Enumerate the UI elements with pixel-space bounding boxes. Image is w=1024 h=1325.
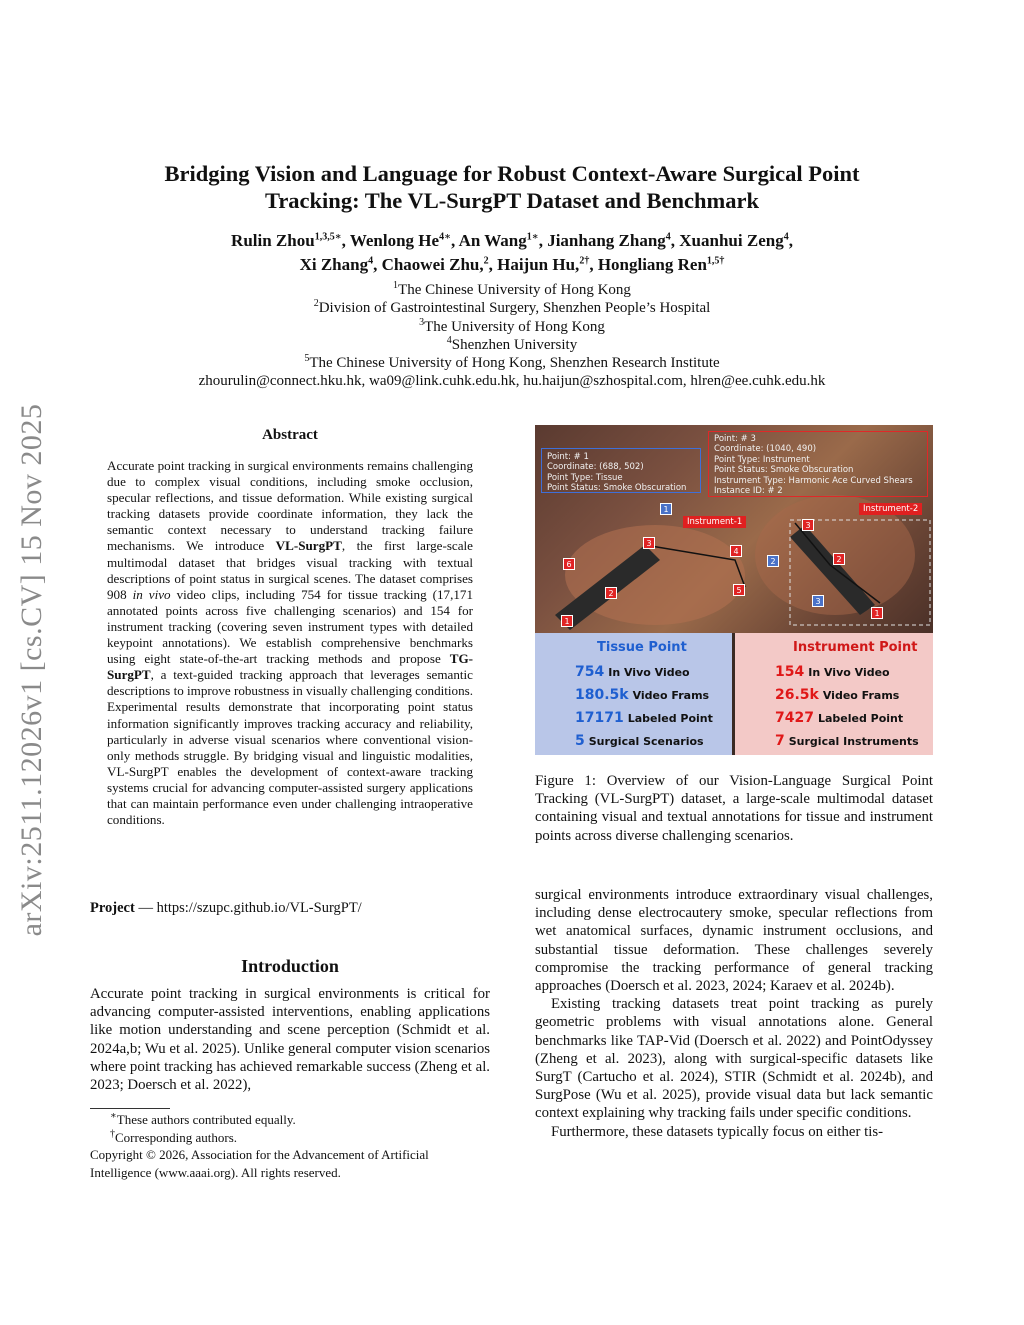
author-sep: , bbox=[341, 231, 350, 250]
abstract-text: , a text-guided tracking approach that leverages semantic descriptions to improve robustness in visually challenging conditions. Experimental results demonstrate that incorporating point status information significantly improves tracking accuracy and reliability, particularly in adverse visual scenarios where conventional vision-only methods struggle. By bridging visual and linguistic modalities, VL-SurgPT enables the development of context-aware tracking systems crucial for advancing computer-assisted surgery applications that can maintain performance even under challenging intraoperative conditions. bbox=[107, 667, 473, 828]
affiliation bbox=[80, 336, 944, 354]
tissue-point-panel bbox=[535, 633, 732, 755]
stat-number: 7 bbox=[775, 733, 785, 749]
stat-row bbox=[575, 707, 732, 730]
info-line: Point Type: Instrument bbox=[714, 454, 810, 465]
info-line: Point: # 3 bbox=[714, 434, 756, 444]
project-dash: — bbox=[134, 900, 157, 916]
stat-label: Labeled Point bbox=[817, 712, 904, 725]
stat-label: Surgical Instruments bbox=[788, 735, 919, 748]
stat-label: Surgical Scenarios bbox=[588, 735, 704, 748]
author-sup: 1,5† bbox=[706, 255, 725, 267]
author-name: Haijun Hu, bbox=[497, 255, 580, 274]
author-sep: , bbox=[670, 231, 680, 250]
stat-number: 26.5k bbox=[775, 687, 819, 703]
introduction-heading: Introduction bbox=[241, 956, 339, 976]
footnote-rule bbox=[90, 1108, 170, 1109]
abstract-italic: in vivo bbox=[132, 586, 171, 602]
project-line bbox=[90, 900, 490, 917]
instrument-2-tag: Instrument-2 bbox=[859, 503, 922, 515]
figure-caption: Figure 1: Overview of our Vision-Language Surgical Point Tracking (VL-SurgPT) dataset, a large-scale multimodal dataset containing visual and textual annotations for tissue and instrument points across diverse challenging scenarios. bbox=[535, 773, 933, 844]
red-point-marker: 3 bbox=[802, 519, 814, 531]
author-sup: 1∗ bbox=[526, 231, 539, 243]
tissue-point-info bbox=[541, 448, 701, 493]
author-sep: , bbox=[488, 255, 498, 274]
abstract-text: Accurate point tracking in surgical environments remains challenging due to complex visual conditions, including smoke occlusion, specular reflections, and tissue deformation. While existing surgical tracking datasets provide coordinate information, they lack the semantic context necessary to understand tracking failure mechanisms. We introduce bbox=[107, 458, 473, 554]
surgical-scene-image bbox=[535, 425, 933, 633]
instrument-panel-title: Instrument Point bbox=[793, 640, 918, 655]
stat-number: 5 bbox=[575, 733, 585, 749]
stat-row bbox=[575, 661, 732, 684]
info-line: Instrument Type: Harmonic Ace Curved Shears bbox=[714, 475, 913, 486]
red-point-marker: 6 bbox=[563, 558, 575, 570]
instrument-point-info bbox=[708, 431, 928, 497]
copyright: Copyright © 2026, Association for the Advancement of Artificial Intelligence (www.aaai.org). All rights reserved. bbox=[90, 1147, 429, 1180]
affiliation-sup: 3 bbox=[419, 316, 425, 328]
dataset-name: VL-SurgPT bbox=[275, 538, 342, 554]
abstract-text: , the first large-scale multimodal dataset that bridges visual tracking with textual descriptions of point status in surgical scenes. The dataset comprises 908 bbox=[107, 538, 473, 602]
footnote-equal bbox=[90, 1111, 490, 1129]
stat-row bbox=[775, 707, 933, 730]
title-line-2: Tracking: The VL-SurgPT Dataset and Benchmark bbox=[264, 188, 759, 213]
stat-number: 180.5k bbox=[575, 687, 629, 703]
affiliation-sup: 4 bbox=[446, 334, 452, 346]
stat-row bbox=[775, 684, 933, 707]
author-name: An Wang bbox=[458, 231, 527, 250]
footnote-text: Corresponding authors. bbox=[115, 1129, 238, 1145]
red-point-marker: 2 bbox=[605, 587, 617, 599]
method-name: TG-SurgPT bbox=[107, 651, 473, 683]
author-name: Hongliang Ren bbox=[597, 255, 707, 274]
stat-number: 7427 bbox=[775, 710, 814, 726]
figure-1 bbox=[535, 425, 933, 755]
stat-row bbox=[575, 684, 732, 707]
author-sup: 4 bbox=[665, 231, 671, 243]
footnote-symbol: † bbox=[110, 1128, 115, 1140]
affiliations bbox=[80, 281, 944, 391]
abstract-heading: Abstract bbox=[262, 427, 318, 443]
info-line: Coordinate: (1040, 490) bbox=[714, 444, 817, 455]
author-name: Rulin Zhou bbox=[231, 231, 315, 250]
right-column-body bbox=[535, 886, 933, 1141]
email-list: zhourulin@connect.hku.hk, wa09@link.cuhk.edu.hk, hu.haijun@szhospital.com, hlren@ee.cuhk.edu.hk bbox=[198, 373, 826, 390]
red-point-marker: 4 bbox=[730, 545, 742, 557]
abstract-text: video clips, including 754 for tissue tracking (17,171 annotated points across five challenging scenarios) and 154 for instrument tracking (covering seven instrument types with detailed keypoint annotations). We establish comprehensive benchmarks using eight state-of-the-art tracking methods and propose bbox=[107, 586, 473, 667]
info-line: Point Type: Tissue bbox=[547, 472, 623, 483]
author-sup: 4∗ bbox=[439, 231, 451, 243]
affiliation-text: Shenzhen University bbox=[451, 336, 578, 353]
affiliation-sup: 2 bbox=[313, 298, 319, 310]
author-line-2 bbox=[80, 253, 944, 277]
footnote-text: These authors contributed equally. bbox=[116, 1112, 296, 1127]
stat-label: Video Frams bbox=[822, 689, 900, 702]
paragraph: Existing tracking datasets treat point tracking as purely geometric problems with visual annotations alone. General benchmarks like TAP-Vid (Doersch et al. 2022) and PointOdyssey (Zheng et al. 2023), along with surgical-specific datasets like SurgT (Cartucho et al. 2024), STIR (Schmidt et al. 2024b), and SurgPose (Wu et al. 2025), provide visual data but lack semantic context explaining why tracking fails under specific conditions. bbox=[535, 996, 933, 1122]
stat-label: In Vivo Video bbox=[608, 666, 690, 679]
affiliation-sup: 1 bbox=[393, 280, 399, 291]
tissue-stats bbox=[535, 661, 732, 753]
paragraph: surgical environments introduce extraordinary visual challenges, including dense electrocautery smoke, specular reflections from wet anatomical surfaces, dynamic instrument occlusions, and substantial tissue deformation. These challenges severely compromise the tracking performance of general tracking approaches (Doersch et al. 2023, 2024; Karaev et al. 2024b). bbox=[535, 887, 933, 995]
blue-point-marker: 3 bbox=[812, 595, 824, 607]
affiliation-text: The Chinese University of Hong Kong bbox=[398, 282, 631, 298]
introduction-body: Accurate point tracking in surgical environments is critical for advancing computer-assisted interventions, enabling applications like motion understanding and scene perception (Schmidt et al. 2024a,b; Wu et al. 2025). Unlike general computer vision scenarios where point tracking has achieved remarkable success (Zheng et al. 2023; Doersch et al. 2022), bbox=[90, 986, 490, 1094]
affiliation-sup: 5 bbox=[304, 353, 310, 365]
author-name: Wenlong He bbox=[349, 231, 440, 250]
stat-label: Video Frams bbox=[632, 689, 710, 702]
author-name: Xi Zhang bbox=[299, 255, 369, 274]
author-sup: 4 bbox=[368, 255, 374, 267]
arxiv-stamp bbox=[12, 370, 52, 970]
tissue-panel-title: Tissue Point bbox=[597, 640, 687, 655]
instrument-panel-header bbox=[735, 633, 933, 661]
footnote-corresponding bbox=[90, 1129, 490, 1147]
affiliation-text: Division of Gastrointestinal Surgery, Shenzhen People’s Hospital bbox=[318, 300, 711, 317]
stat-row bbox=[775, 661, 933, 684]
stat-row bbox=[575, 730, 732, 753]
author-name: Jianhang Zhang bbox=[547, 231, 666, 250]
info-line: Coordinate: (688, 502) bbox=[547, 462, 644, 473]
author-name: Chaowei Zhu, bbox=[381, 255, 484, 274]
arxiv-stamp-text: arXiv:2511.12026v1 [cs.CV] 15 Nov 2025 bbox=[15, 403, 48, 937]
red-point-marker: 2 bbox=[833, 553, 845, 565]
info-line: Point: # 1 bbox=[547, 452, 589, 462]
affiliation bbox=[80, 318, 944, 336]
author-sup: 4 bbox=[783, 231, 789, 243]
author-list bbox=[80, 229, 944, 277]
project-label: Project bbox=[90, 900, 135, 916]
author-sep: , bbox=[451, 231, 459, 250]
affiliation-text: The University of Hong Kong bbox=[424, 318, 605, 335]
footnotes bbox=[90, 1111, 490, 1181]
author-sup: 1,3,5∗ bbox=[314, 231, 342, 243]
author-sep: , bbox=[788, 231, 793, 250]
author-sep: , bbox=[538, 231, 548, 250]
tissue-panel-header bbox=[535, 633, 732, 661]
instrument-stats bbox=[735, 661, 933, 753]
affiliation bbox=[80, 281, 944, 299]
author-sep: , bbox=[373, 255, 382, 274]
info-line: Instance ID: # 2 bbox=[714, 486, 783, 497]
red-point-marker: 1 bbox=[561, 615, 573, 627]
abstract-body bbox=[107, 458, 473, 828]
project-link[interactable]: https://szupc.github.io/VL-SurgPT/ bbox=[156, 900, 362, 916]
red-point-marker: 5 bbox=[733, 584, 745, 596]
info-line: Point Status: Smoke Obscuration bbox=[714, 465, 854, 476]
stat-row bbox=[775, 730, 933, 753]
red-point-marker: 3 bbox=[643, 537, 655, 549]
blue-point-marker: 1 bbox=[660, 503, 672, 515]
author-sup: 2 bbox=[483, 255, 489, 267]
footnote-symbol: ∗ bbox=[110, 1110, 117, 1122]
stat-number: 17171 bbox=[575, 710, 624, 726]
stat-number: 754 bbox=[575, 664, 605, 680]
red-point-marker: 1 bbox=[871, 607, 883, 619]
affiliation bbox=[80, 299, 944, 317]
instrument-1-tag: Instrument-1 bbox=[683, 516, 746, 528]
stat-number: 154 bbox=[775, 664, 805, 680]
info-line: Point Status: Smoke Obscuration bbox=[547, 483, 687, 494]
instrument-point-panel bbox=[735, 633, 933, 755]
author-sep: , bbox=[589, 255, 598, 274]
author-name: Xuanhui Zeng bbox=[679, 231, 784, 250]
blue-point-marker: 2 bbox=[767, 555, 779, 567]
paragraph: Furthermore, these datasets typically focus on either tis- bbox=[551, 1123, 884, 1140]
stat-label: Labeled Point bbox=[627, 712, 713, 725]
paper-title bbox=[80, 160, 944, 214]
affiliation bbox=[80, 354, 944, 372]
author-sup: 2† bbox=[579, 255, 590, 267]
author-line-1 bbox=[80, 229, 944, 253]
title-line-1: Bridging Vision and Language for Robust Context-Aware Surgical Point bbox=[164, 161, 860, 186]
affiliation-text: The Chinese University of Hong Kong, Shenzhen Research Institute bbox=[309, 355, 720, 372]
stat-label: In Vivo Video bbox=[808, 666, 890, 679]
